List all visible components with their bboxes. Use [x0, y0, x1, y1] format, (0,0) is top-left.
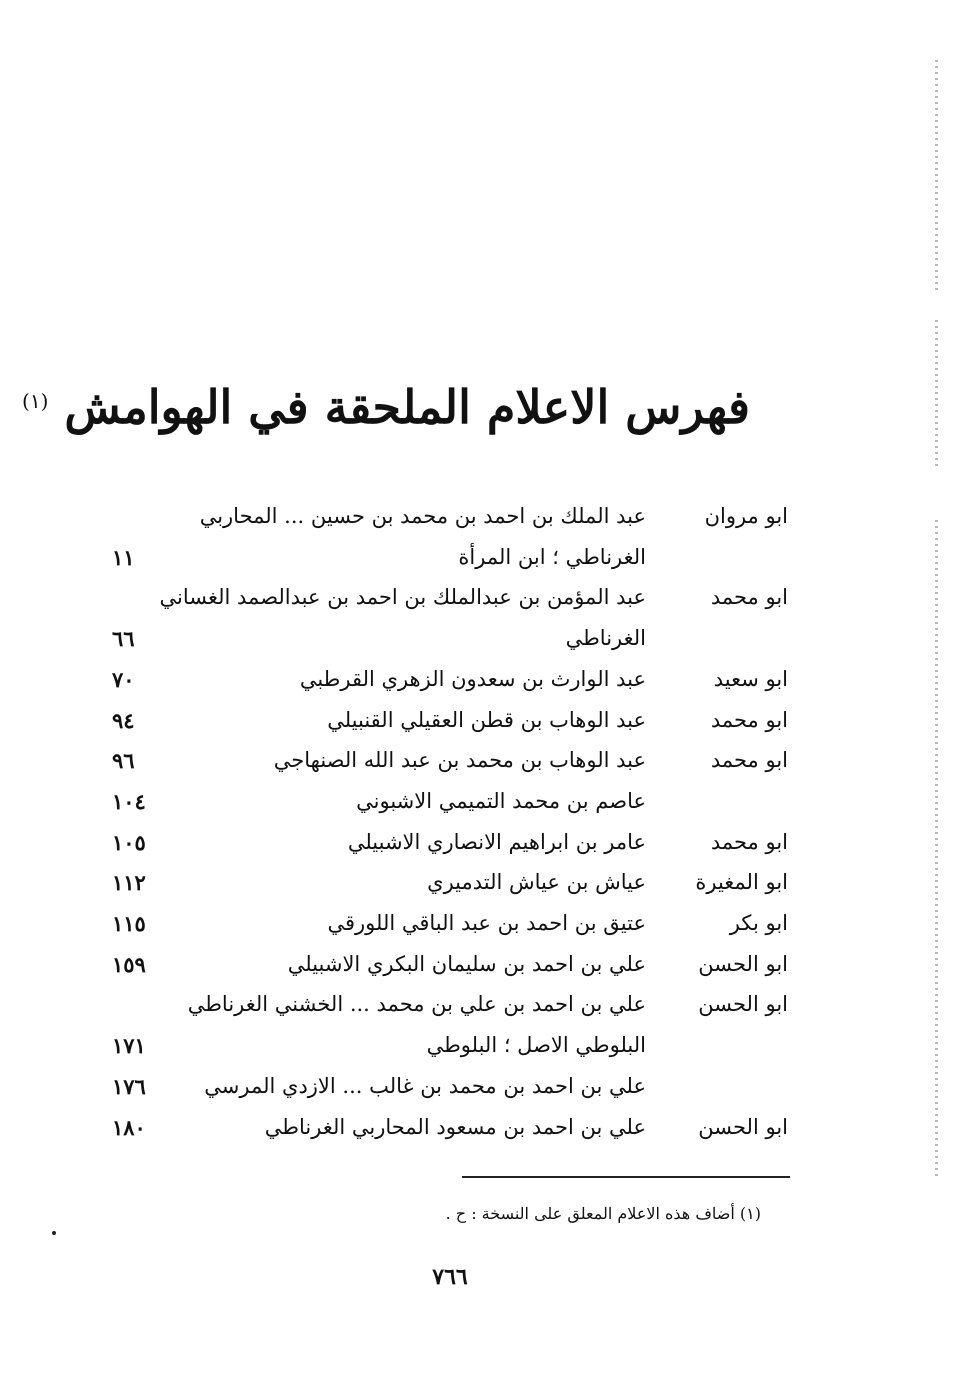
index-entry [0, 577, 956, 617]
scan-edge-mark [935, 320, 938, 470]
entry-name: علي بن احمد بن مسعود المحاربي الغرناطي [264, 1114, 646, 1139]
index-entry [0, 618, 956, 658]
entry-name: علي بن احمد بن علي بن محمد ... الخشني الغرناطي [187, 992, 646, 1017]
entry-kunya: ابو محمد [710, 748, 788, 773]
page-title [22, 372, 750, 442]
entry-kunya: ابو محمد [710, 585, 788, 610]
entry-name: علي بن احمد بن سليمان البكري الاشبيلي [287, 951, 646, 976]
entry-page: ٧٠ [112, 666, 135, 692]
index-entry [0, 944, 956, 984]
index-entry [0, 1066, 956, 1106]
entry-name: عاصم بن محمد التميمي الاشبوني [356, 788, 646, 813]
entry-page: ٩٤ [112, 707, 135, 733]
entry-name: عبد المؤمن بن عبدالملك بن احمد بن عبدالصمد الغساني [159, 585, 646, 610]
entry-name: الغرناطي ؛ ابن المرأة [458, 544, 646, 569]
entry-page: ١١٢ [112, 870, 146, 896]
index-entry [0, 1025, 956, 1065]
entry-name: عبد الوهاب بن قطن العقيلي القنبيلي [327, 707, 646, 732]
scan-edge-mark [935, 60, 938, 290]
index-entry [0, 903, 956, 943]
entry-name: عبد الوهاب بن محمد بن عبد الله الصنهاجي [273, 748, 646, 773]
entry-name: عياش بن عياش التدميري [427, 870, 646, 895]
index-entry [0, 740, 956, 780]
index-entry [0, 496, 956, 536]
entry-kunya: ابو محمد [710, 829, 788, 854]
entry-kunya: ابو الحسن [698, 951, 788, 976]
entry-page: ١٠٥ [112, 829, 146, 855]
entry-name: عامر بن ابراهيم الانصاري الاشبيلي [347, 829, 646, 854]
entry-name: الغرناطي [565, 626, 646, 651]
entry-kunya: ابو الحسن [698, 992, 788, 1017]
entry-page: ١٧١ [112, 1033, 146, 1059]
footnote-divider [462, 1176, 790, 1178]
index-entry [0, 537, 956, 577]
entry-page: ١٠٤ [112, 788, 146, 814]
entry-name: علي بن احمد بن محمد بن غالب ... الازدي المرسي [204, 1073, 646, 1098]
entry-kunya: ابو محمد [710, 707, 788, 732]
entry-page: ١٧٦ [112, 1073, 146, 1099]
index-entry [0, 700, 956, 740]
entry-kunya: ابو سعيد [713, 666, 788, 691]
index-entry [0, 659, 956, 699]
entry-page: ٩٦ [112, 748, 135, 774]
entry-kunya: ابو المغيرة [695, 870, 788, 895]
entry-kunya: ابو الحسن [698, 1114, 788, 1139]
entry-page: ١٨٠ [112, 1114, 146, 1140]
entry-page: ١٥٩ [112, 951, 146, 977]
entry-page: ١١٥ [112, 911, 146, 936]
entry-name: البلوطي الاصل ؛ البلوطي [426, 1033, 646, 1058]
index-entry [0, 1107, 956, 1147]
footnote: (١) أضاف هذه الاعلام المعلق على النسخة : ح . [445, 1204, 761, 1223]
entry-name: عبد الوارث بن سعدون الزهري القرطبي [299, 666, 646, 691]
index-entry [0, 862, 956, 902]
index-entry [0, 984, 956, 1024]
title-text: فهرس الاعلام الملحقة في الهوامش [64, 380, 750, 434]
index-entry [0, 822, 956, 862]
entry-page: ١١ [112, 544, 135, 570]
entry-kunya: ابو مروان [704, 504, 788, 528]
entry-name: عتيق بن احمد بن عبد الباقي اللورقي [327, 911, 646, 935]
page-number: ٧٦٦ [432, 1264, 468, 1290]
entry-kunya: ابو بكر [729, 911, 788, 935]
title-footnote-marker: (١) [22, 389, 49, 413]
scan-edge-mark [935, 520, 938, 1180]
scan-speck [52, 1231, 56, 1235]
index-entry [0, 781, 956, 821]
entry-page: ٦٦ [112, 626, 135, 652]
entry-name: عبد الملك بن احمد بن محمد بن حسين ... المحاربي [199, 504, 646, 528]
